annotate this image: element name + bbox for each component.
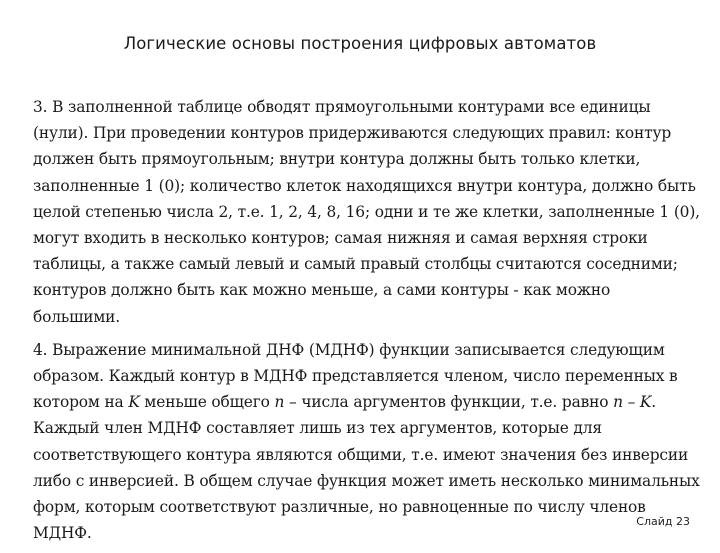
paragraph-rules <box>33 94 701 330</box>
slide-number: Слайд 23 <box>636 515 690 528</box>
text-run: . Каждый член МДНФ составляет лишь из тех аргументов, которые для соответствующего контура являются общими, т.е. имеют значения без инверсии либо с инверсией. В общем случае функция может иметь несколько минимальных форм, которым соответствуют различные, но равноценные по числу членов МДНФ. <box>33 393 700 543</box>
italic-variable-k: K <box>128 393 140 412</box>
slide-body <box>33 94 701 553</box>
slide-title: Логические основы построения цифровых автоматов <box>123 34 597 53</box>
text-run: 3. В заполненной таблице обводят прямоугольными контурами все единицы (нули). При проведении контуров придерживаются следующих правил: контур должен быть прямоугольным; внутри контура должны быть только клетки, заполненные 1 (0); количество клеток находящихся внутри контура, должно быть целой степенью числа 2, т.е. 1, 2, 4, 8, 16; одни и те же клетки, заполненные 1 (0), могут входить в несколько контуров; самая нижняя и самая верхняя строки таблицы, а также самый левый и самый правый столбцы считаются соседними; контуров должно быть как можно меньше, а сами контуры - как можно большими. <box>33 98 700 326</box>
text-run: 4. Выражение минимальной ДНФ (МДНФ) функции записывается следующим образом. Каждый контур в МДНФ представляется членом, число переменных в котором на <box>33 340 678 412</box>
italic-expression-n-minus-k: n – K <box>613 393 652 412</box>
text-run: меньше общего <box>139 393 275 412</box>
text-run: – числа аргументов функции, т.е. равно <box>284 393 614 412</box>
paragraph-mdnf <box>33 337 701 547</box>
italic-variable-n: n <box>274 393 285 412</box>
